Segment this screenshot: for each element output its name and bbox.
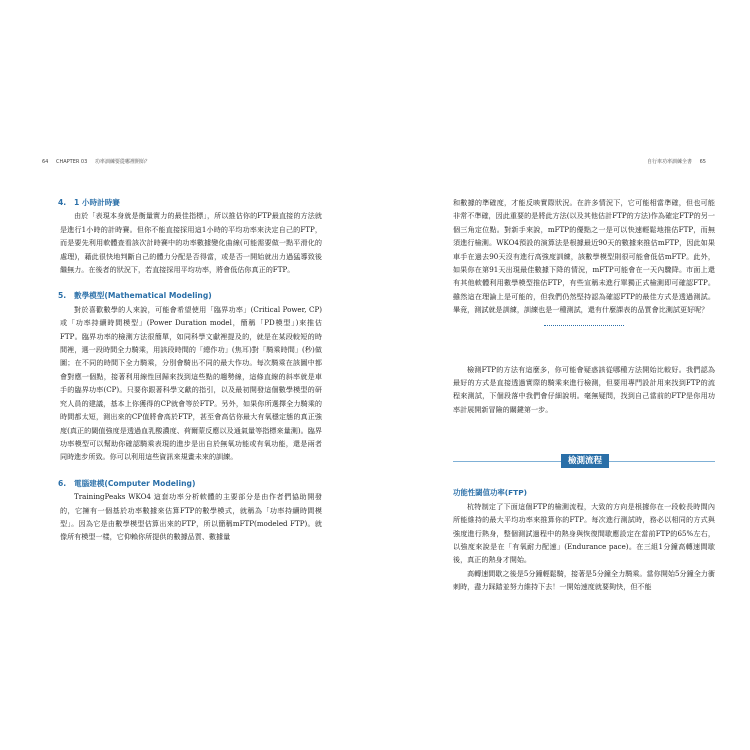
section-6-paragraph: TrainingPeaks WKO4 這套功率分析軟體的主要部分是由作者們協助開發的，它擁有一個基於功率數據來估算FTP的數學模式，就稱為「功率持續時間模型」。因為它是由數學模型估算出來的FTP，所以簡稱mFTP(modeled FTP)。就像所有模型一樣，它仰賴你所提供的數據品質、數據量 <box>60 492 322 542</box>
section-heading-4: 4. 1 小時計時賽 <box>58 198 120 207</box>
section-heading-6: 6. 電腦建模(Computer Modeling) <box>58 478 196 488</box>
ftp-paragraph-1: 杭特制定了下面這個FTP的檢測流程，大致的方向是根據你在一段較長時間內所能維持的最大平均功率來推算你的FTP。每次進行測試時，務必以相同的方式與強度進行熱身，整個測試過程中的熱身與恢復間歇應設定在當前FTP的65%左右，以強度來說是在「有氧耐力配速」(Endurance pace)。在三組1分鐘高轉速間歇後，真正的熱身才開始。 <box>453 501 715 565</box>
section-5-paragraph: 對於喜歡數學的人來說，可能會希望使用「臨界功率」(Critical Power, CP)或「功率持續時間模型」(Power Duration model，簡稱「PD模型」)來推估FTP。臨界功率的檢測方法很簡單，如同科學文獻裡提及的，就是在某段較短的時間裡，選一段時間全力騎乘，用該段時間的「總作功」(焦耳)對「騎乘時間」(秒)做圖；在不同的時間下全力騎乘，分別會騎出不同的最大作功。每次騎乘在該圖中都會對應一個點，接著利用線性回歸來找到這些點的趨勢線，這條直線的斜率就是車手的臨界功率(CP)。只要你跟著科學文獻的指引，以及最初開發這個數學模型的研究人員的建議，基本上你獲得的CP就會等於FTP。另外，如果你所選擇全力騎乘的時間都太短，測出來的CP值將會高於FTP，甚至會高估你最大有氧穩定態的真正強度(真正的閾值強度是透過血乳酸濃度、荷爾蒙反應以及通氣量等指標來量測)。臨界功率模型可以幫助你確認騎乘表現的進步是出自於無氧功能或有氧功能，還是兩者同時進步所致。你可以利用這些資訊來規畫未來的訓練。 <box>60 304 322 462</box>
left-chapter-label: CHAPTER 03 <box>55 159 88 165</box>
section-heading-5: 5. 數學模型(Mathematical Modeling) <box>58 291 212 301</box>
left-chapter-title: 功率訓練要從哪裡開始？ <box>94 159 150 165</box>
section-banner <box>453 454 715 468</box>
right-page-header <box>647 158 712 165</box>
left-page-number: 64 <box>42 159 49 165</box>
left-page-column <box>60 196 322 544</box>
right-page-number: 65 <box>699 159 706 165</box>
right-book-title: 自行車功率訓練全書 <box>647 159 693 165</box>
method-summary-paragraph: 檢測FTP的方法有這麼多，你可能會疑惑該從哪種方法開始比較好。我們認為最好的方式是直接透過實際的騎乘來進行檢測，但要用專門設計用來找到FTP的流程來測試，下個段落中我們會仔細說明。毫無疑問，找到自己當前的FTP是你用功率計展開新冒險的關鍵第一步。 <box>453 364 715 414</box>
right-page-column <box>453 196 715 594</box>
left-page-header <box>42 158 156 165</box>
dotted-separator <box>544 325 624 327</box>
banner-title: 檢測流程 <box>561 454 609 468</box>
continuation-paragraph: 和數據的準確度，才能反映實際狀況。在許多情況下，它可能相當準確，但也可能非常不準確，因此重要的是將此方法(以及其他估計FTP的方法)作為確定FTP的另一個三角定位點。對新手來說，mFTP的優點之一是可以快速輕鬆地推估FTP，而無須進行檢測。WKO4預設的演算法是根據最近90天的數據來推估mFTP，因此如果車手在過去90天沒有進行高強度訓練，該數學模型則很可能會低估mFTP。此外，如果你在第91天出現最佳數據下降的情況，mFTP可能會在一天內驟降。市面上還有其他軟體利用數學模型推估FTP，有些宣稱未進行單獨正式檢測即可確認FTP。雖然這在理論上是可能的，但我們仍然堅持認為確認FTP的最佳方式是透過測試。畢竟，測試就是訓練，訓練也是一種測試，還有什麼課表的品質會比測試更好呢？ <box>453 198 715 315</box>
section-4-paragraph: 由於「表現本身就是衡量實力的最佳指標」，所以推估你的FTP最直接的方法就是進行1小時的計時賽。但你不能直接採用這1小時的平均功率來決定自己的FTP，而是要先利用軟體查看該次計時賽中的功率數據變化曲線(可能需要做一點平滑化的處理)，藉此很快地判斷自己的體力分配是否得當，或是否一開始就出力過猛導致後繼無力。在後者的狀況下，若直接採用平均功率，將會低估你真正的FTP。 <box>60 211 322 275</box>
ftp-subheading: 功能性閾值功率(FTP) <box>453 488 527 498</box>
ftp-paragraph-2: 高轉速間歇之後是5分鐘輕鬆騎，接著是5分鐘全力騎乘。當你開始5分鐘全力衝刺時，盡力踩踏並努力維持下去！一開始速度就要夠快，但不能 <box>453 568 715 592</box>
